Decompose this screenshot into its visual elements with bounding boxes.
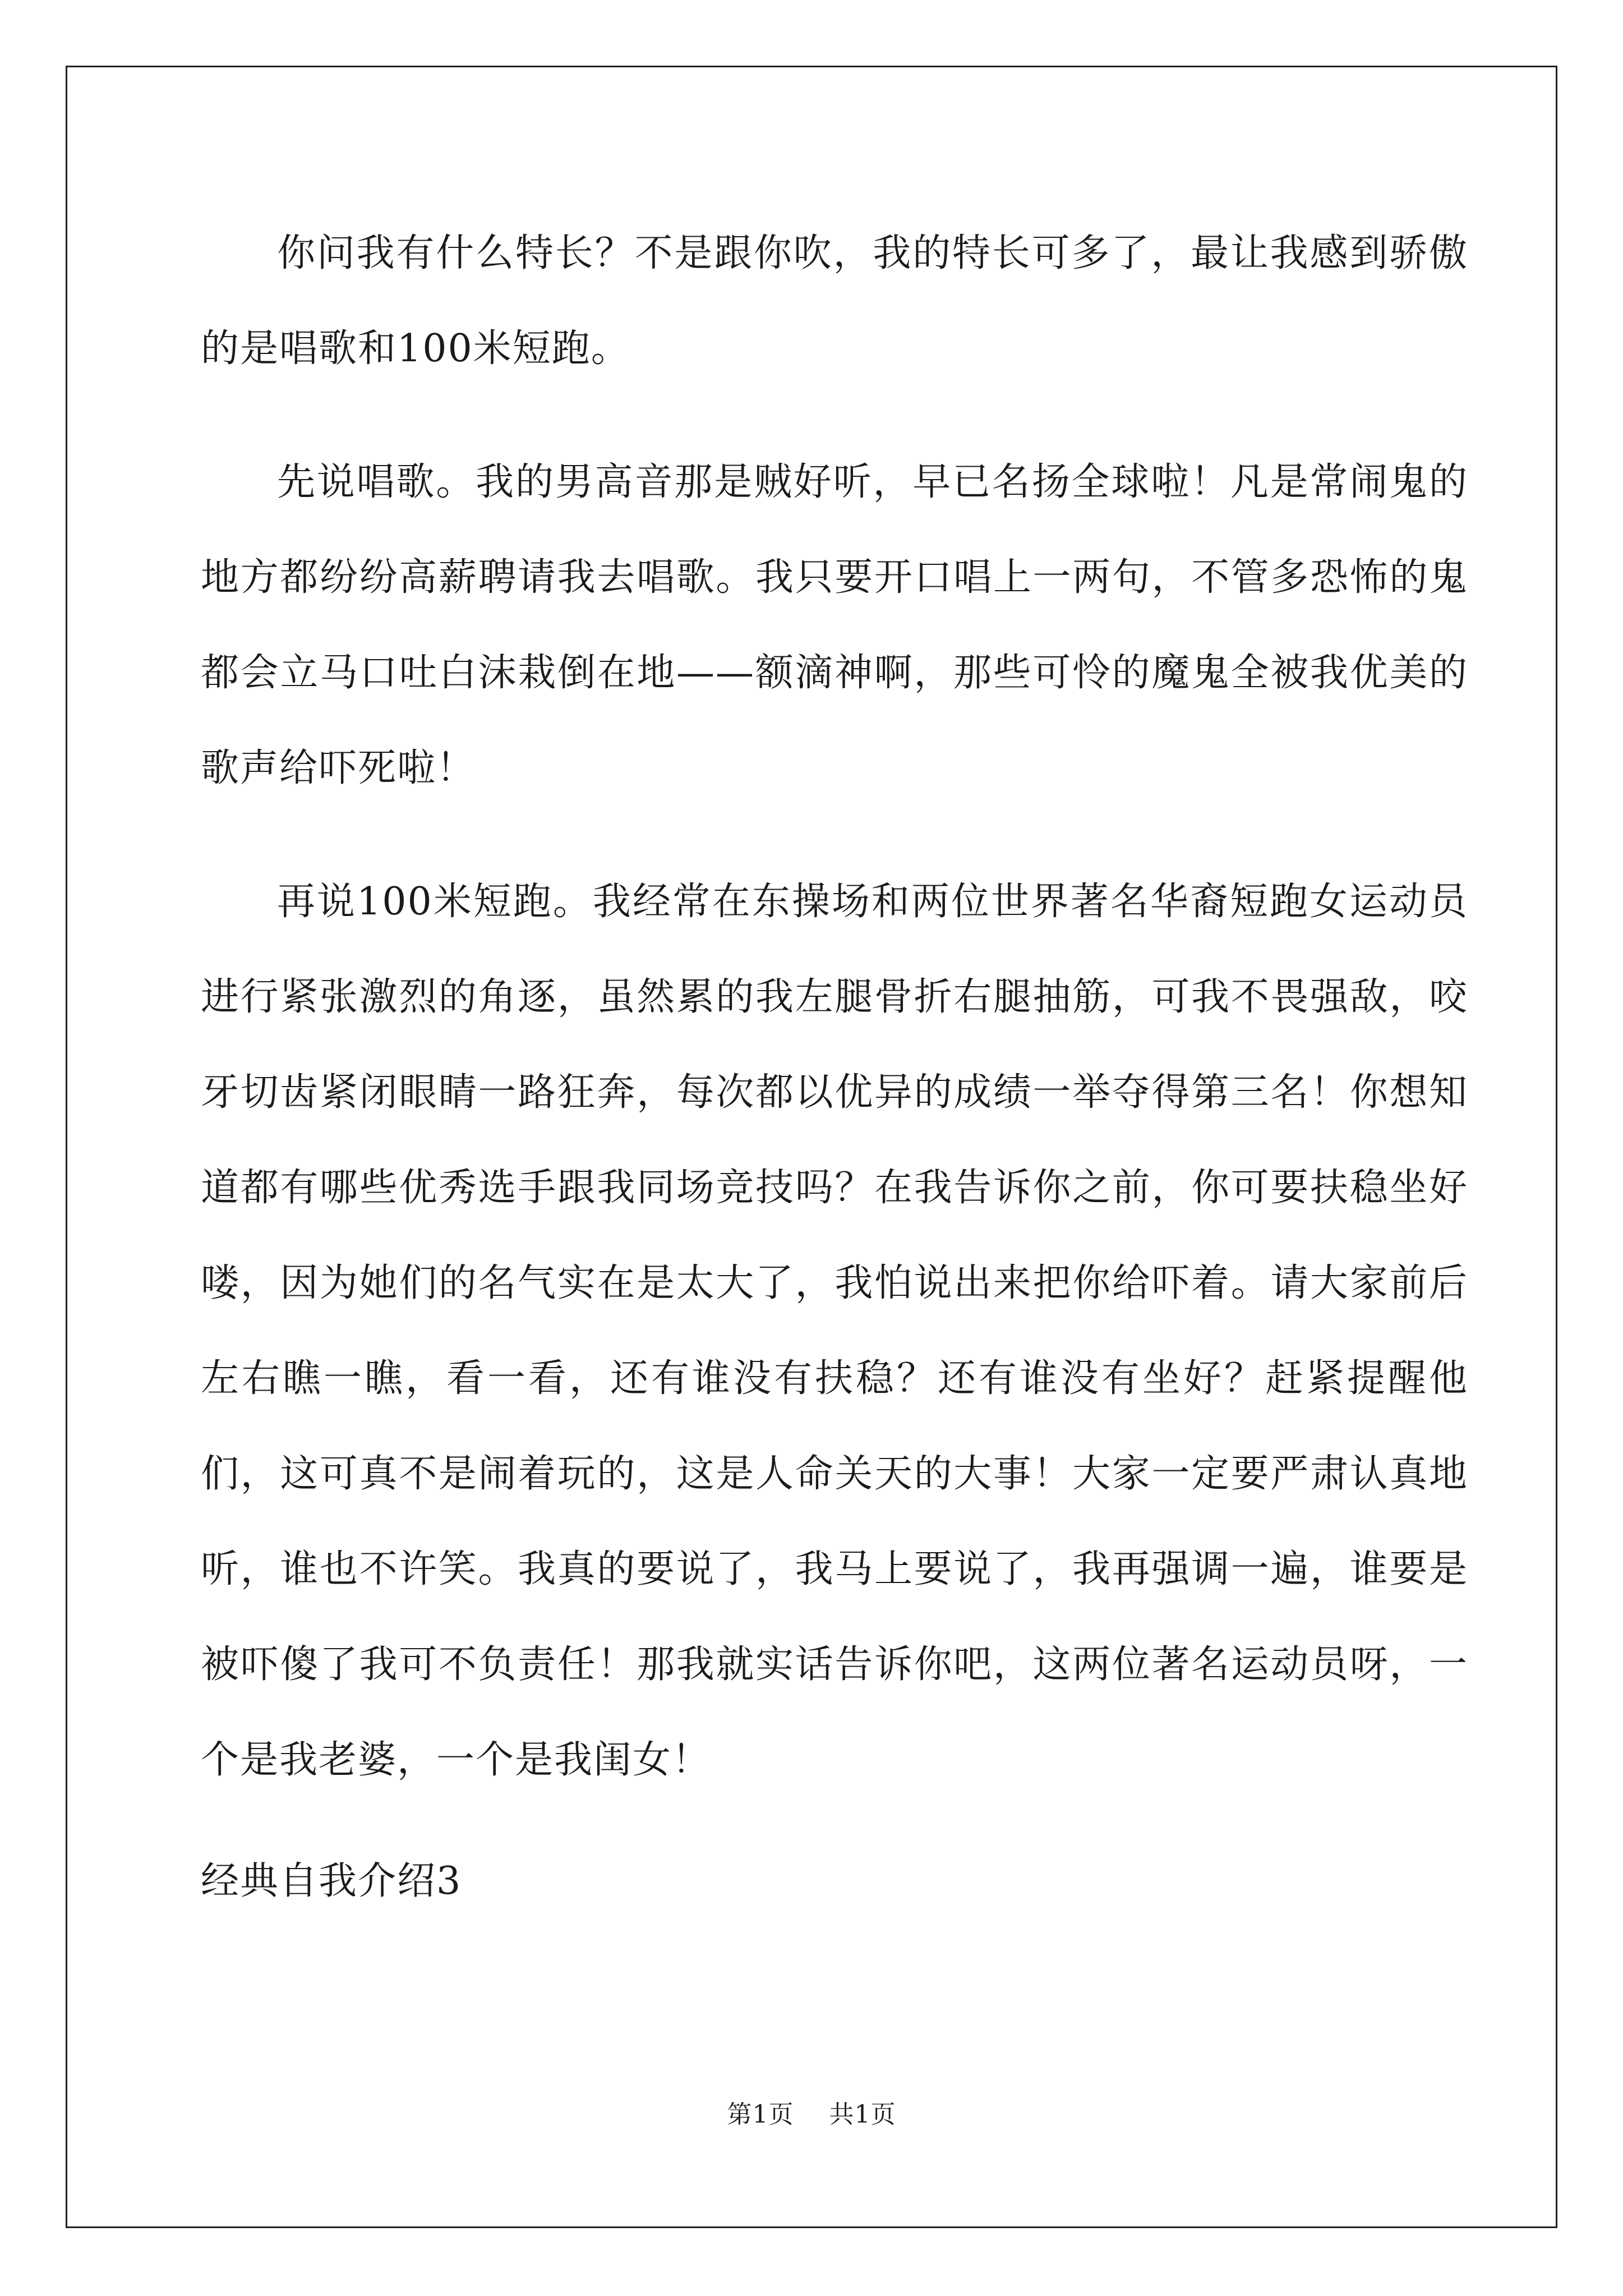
- document-body: [201, 206, 1468, 1929]
- paragraph-sprint: [201, 854, 1468, 1808]
- page-footer: [0, 2098, 1623, 2132]
- section-heading: 经典自我介绍3: [201, 1859, 462, 1903]
- page-total: 共1页: [829, 2100, 896, 2129]
- paragraph-text: 再说100米短跑。我经常在东操场和两位世界著名华裔短跑女运动员进行紧张激烈的角逐，虽然累的我左腿骨折右腿抽筋，可我不畏强敌，咬牙切齿紧闭眼睛一路狂奔，每次都以优异的成绩一举夺得第三名！你想知道都有哪些优秀选手跟我同场竞技吗？在我告诉你之前，你可要扶稳坐好喽，因为她们的名气实在是太大了，我怕说出来把你给吓着。请大家前后左右瞧一瞧，看一看，还有谁没有扶稳？还有谁没有坐好？赶紧提醒他们，这可真不是闹着玩的，这是人命关天的大事！大家一定要严肃认真地听，谁也不许笑。我真的要说了，我马上要说了，我再强调一遍，谁要是被吓傻了我可不负责任！那我就实话告诉你吧，这两位著名运动员呀，一个是我老婆，一个是我闺女！: [201, 880, 1468, 1782]
- paragraph-text: 先说唱歌。我的男高音那是贼好听，早已名扬全球啦！凡是常闹鬼的地方都纷纷高薪聘请我去唱歌。我只要开口唱上一两句，不管多恐怖的鬼都会立马口吐白沫栽倒在地——额滴神啊，那些可怜的魔鬼全被我优美的歌声给吓死啦！: [201, 460, 1468, 790]
- page-number: 第1页: [727, 2100, 794, 2129]
- paragraph-intro: [201, 206, 1468, 397]
- paragraph-text: 你问我有什么特长？不是跟你吹，我的特长可多了，最让我感到骄傲的是唱歌和100米短跑。: [201, 231, 1468, 371]
- paragraph-singing: [201, 435, 1468, 816]
